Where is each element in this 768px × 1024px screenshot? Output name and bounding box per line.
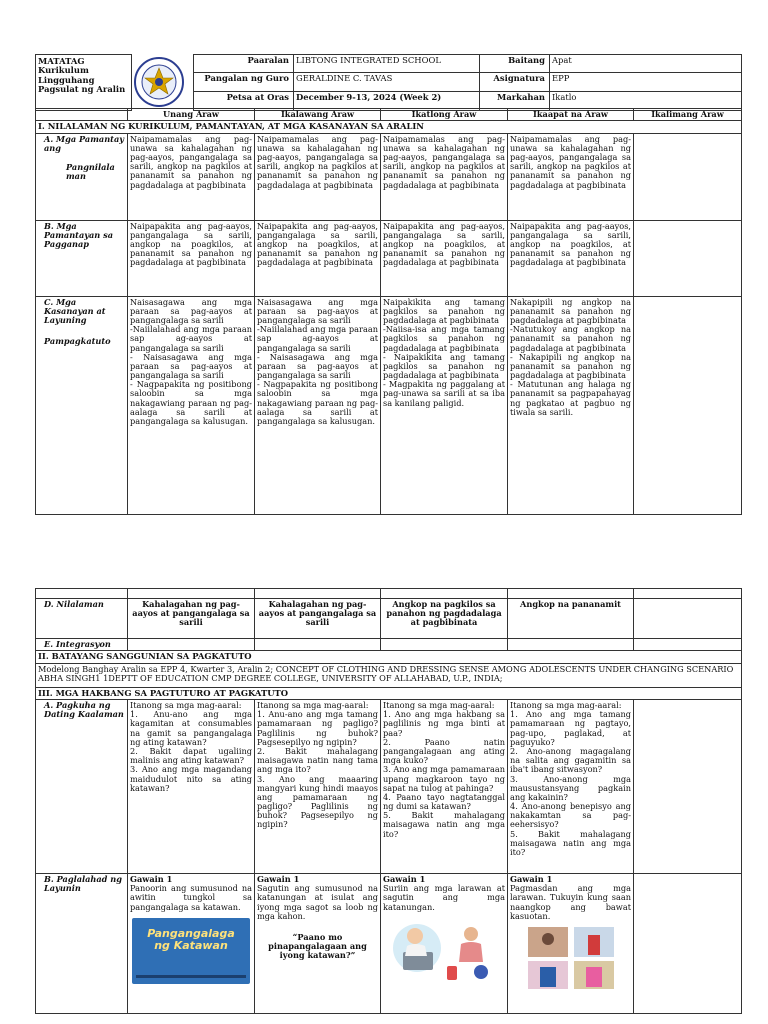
clothing-photos-icon <box>526 925 616 991</box>
cell-e-day5 <box>634 639 742 651</box>
c-day1-line-4: - Nagpapakita ng positibong saloobin sa mga nakagawiang paraan ng pag-aalaga sa sarili at pangangalaga sa kalusugan. <box>130 379 252 427</box>
day-header-2: Ikalawang Araw <box>255 109 381 121</box>
section-2-title: II. BATAYANG SANGGUNIAN SA PAGKATUTO <box>36 651 742 663</box>
program-title: MATATAG Kurikulum Lingguhang Pagsulat ng Aralin <box>36 55 132 111</box>
blank-top-2 <box>255 589 381 599</box>
row-label-paglalahad: B. Paglalahad ng Layunin <box>36 874 128 1014</box>
c-day4-line-3: - Nakapipili ng angkop na pananamit sa panahon ng pagdadalaga at pagbibinata <box>510 351 631 381</box>
day-header-1: Unang Araw <box>128 109 255 121</box>
c-day2-line-2: -Naiilalahad ang mga paraan sap ag-aayos at pangangalaga sa sarili <box>257 324 378 353</box>
pb-day3-gawain: Gawain 1 <box>383 874 426 884</box>
corner-cell <box>36 109 128 121</box>
video-thumbnail[interactable] <box>132 918 250 984</box>
c-day3-line-4: - Magpakita ng paggalang at pag-unawa sa sarili at sa iba sa kanilang paligid. <box>383 379 505 408</box>
pa-day4-line-6: 5. Bakit mahalagang maisagawa natin ang mga ito? <box>510 828 631 857</box>
cell-pb-day3 <box>381 874 508 1014</box>
c-day4-line-4: - Matutunan ang halaga ng pananamit sa pagpapahayag ng pagkatao at pagbuo ng tiwala sa sarili. <box>510 379 631 417</box>
cell-a-day4: Naipamamalas ang pag-unawa sa kahalagahan ng pag-aayos, pangangalaga sa sarili, angkop na pagkilos at pananamit sa panahon ng pagdadalaga at pagbibinata <box>508 133 634 220</box>
pb-day1-text: Panoorin ang sumusunod na awitin tungkol sa pangangalaga sa katawan. <box>130 883 252 912</box>
pa-day3-line-4: 3. Ano ang mga pamamaraan upang magkaroon tayo ng sapat na tulog at pahinga? <box>383 764 505 793</box>
c-day2-line-4: - Nagpapakita ng positibong saloobin sa mga nakagawiang paraan ng pag-aalaga sa sarili at pangangalaga sa kalusugan. <box>257 379 378 427</box>
pa-day1-line-3: 2. Bakit dapat ugaliing malinis ang ating katawan? <box>130 745 252 766</box>
c-day3-line-1: Naipakikita ang tamang pagkilos sa panahon ng pagdadalaga at pagbibinata <box>383 296 505 325</box>
cell-e-day2 <box>255 639 381 651</box>
pa-day3-line-6: 5. Bakit mahalagang maisagawa natin ang mga ito? <box>383 810 505 839</box>
cell-pa-day2 <box>255 700 381 874</box>
blank-top-3 <box>381 589 508 599</box>
cell-c-day2 <box>255 296 381 514</box>
pa-day3-line-5: 4. Paano tayo nagtatanggal ng dumi sa katawan? <box>383 791 505 812</box>
reference-text: Modelong Banghay Aralin sa EPP 4, Kwarter 3, Aralin 2; CONCEPT OF CLOTHING AND DRESSING SENSE AMONG ADOLESCENTS UNDER CHANGING SCENARIO ABHA SINGH1 1DEPTT OF EDUCATION CMP DEGREE COLLEGE, UNIVERSITY OF ALLAHABAD, U.P., INDIA; <box>36 663 742 687</box>
cell-b-day4: Naipapakita ang pag-aayos, pangangalaga sa sarili, angkop na poagkilos, at pananamit sa panahon ng pagdadalaga at pagbibinata <box>508 220 634 296</box>
cell-d-day5 <box>634 599 742 639</box>
row-label-a-part1: A. Mga Pamantay ang <box>44 133 125 153</box>
row-label-nilalaman: D. Nilalaman <box>36 599 128 639</box>
pa-day2-line-1: Itanong sa mga mag-aaral: <box>257 700 369 710</box>
cell-d-day4: Angkop na pananamit <box>508 599 634 639</box>
pa-day3-line-2: 1. Ano ang mga hakbang sa paglilinis ng mga binti at paa? <box>383 709 505 738</box>
teacher-label: Pangalan ng Guro <box>194 73 294 91</box>
pa-day4-line-5: 4. Ano-anong benepisyo ang nakakamtan sa pag-eehersisyo? <box>510 801 631 830</box>
cell-a-day1: Naipamamalas ang pag-unawa sa kahalagahan ng pag-aayos, pangangalaga sa sarili, angkop na pagkilos at pananamit sa panahon ng pagdadalaga at pagbibinata <box>128 133 255 220</box>
deped-seal-icon <box>133 56 185 108</box>
c-day4-line-2: -Natutukoy ang angkop na pananamit sa panahon ng pagdadalaga at pagbibinata <box>510 324 631 353</box>
c-day1-line-2: -Naiilalahad ang mga paraan sap ag-aayos at pangangalaga sa sarili <box>130 324 252 353</box>
pa-day1-line-2: 1. Anu-ano ang mga kagamitan at consumables na gamit sa pangangalaga ng ating katawan? <box>130 709 252 747</box>
pa-day1-line-1: Itanong sa mga mag-aaral: <box>130 700 242 710</box>
cell-b-day3: Naipapakita ang pag-aayos, pangangalaga sa sarili, angkop na poagkilos, at pananamit sa panahon ng pagdadalaga at pagbibinata <box>381 220 508 296</box>
cell-pb-day2 <box>255 874 381 1014</box>
pb-day1-gawain: Gawain 1 <box>130 874 173 884</box>
cell-e-day1 <box>128 639 255 651</box>
cell-b-day2: Naipapakita ang pag-aayos, pangangalaga sa sarili, angkop na poagkilos, at pananamit sa panahon ng pagdadalaga at pagbibinata <box>255 220 381 296</box>
cell-pa-day3 <box>381 700 508 874</box>
cell-pa-day4 <box>508 700 634 874</box>
pb-day4-gawain: Gawain 1 <box>510 874 553 884</box>
header-table <box>35 54 742 111</box>
c-day1-line-1: Naisasagawa ang mga paraan sa pag-aayos at pangangalaga sa sarili <box>130 296 252 325</box>
video-progress-bar <box>136 975 246 978</box>
row-label-kasanayan <box>36 296 128 514</box>
video-title: Pangangalaga ng Katawan <box>147 926 235 952</box>
quarter-label: Markahan <box>480 91 550 111</box>
pa-day4-line-1: Itanong sa mga mag-aaral: <box>510 700 622 710</box>
pa-day2-line-4: 3. Ano ang maaaring mangyari kung hindi maayos ang pamamaraan ng pagligo? Paglilinis ng buhok? Pagsesepilyo ng ngipin? <box>257 773 378 830</box>
subject-value: EPP <box>550 73 742 91</box>
school-value: LIBTONG INTEGRATED SCHOOL <box>294 55 480 73</box>
pa-day3-line-1: Itanong sa mga mag-aaral: <box>383 700 495 710</box>
pb-day4-text: Pagmasdan ang mga larawan. Tukuyin kung saan naangkop ang bawat kasuotan. <box>510 883 631 921</box>
quarter-value: Ikatlo <box>550 91 742 111</box>
subject-label: Asignatura <box>480 73 550 91</box>
cell-a-day3: Naipamamalas ang pag-unawa sa kahalagahan ng pag-aayos, pangangalaga sa sarili, angkop na pagkilos at pananamit sa panahon ng pagdadalaga at pagbibinata <box>381 133 508 220</box>
row-label-integrasyon: E. Integrasyon <box>36 639 128 651</box>
c-day1-line-3: - Naisasagawa ang mga paraan sa pag-aayos at pangangalaga sa sarili <box>130 351 252 381</box>
pa-day2-line-2: 1. Anu-ano ang mga tamang pamamaraan ng pagligo? Paglilinis ng buhok? Pagsesepilyo ng ngipin? <box>257 709 378 747</box>
lesson-table-part1 <box>35 108 742 515</box>
cell-c-day1 <box>128 296 255 514</box>
pb-day2-quote: “Paano mo pinapangalagaan ang iyong katawan?” <box>268 931 367 961</box>
lesson-table-part2 <box>35 588 742 1014</box>
date-label: Petsa at Oras <box>194 91 294 111</box>
row-label-c-part1: C. Mga Kasanayan at Layuning <box>44 296 106 325</box>
cell-c-day3 <box>381 296 508 514</box>
c-day2-line-3: - Naisasagawa ang mga paraan sa pag-aayos at pangangalaga sa sarili <box>257 351 378 381</box>
pa-day4-line-3: 2. Ano-anong magagalang na salita ang gagamitin sa iba't ibang sitwasyon? <box>510 745 631 775</box>
day-header-5: Ikalimang Araw <box>634 109 742 121</box>
row-label-pamantayan-pangnilalaman <box>36 133 128 220</box>
row-label-a-part2: Pangnilala man <box>66 161 115 182</box>
cell-a-day2: Naipamamalas ang pag-unawa sa kahalagahan ng pag-aayos, pangangalaga sa sarili, angkop na pagkilos at pananamit sa panahon ng pagdadalaga at pagbibinata <box>255 133 381 220</box>
section-1-title: I. NILALAMAN NG KURIKULUM, PAMANTAYAN, AT MGA KASANAYAN SA ARALIN <box>36 121 742 133</box>
cell-b-day1: Naipapakita ang pag-aayos, pangangalaga sa sarili, angkop na poagkilos, at pananamit sa panahon ng pagdadalaga at pagbibinata <box>128 220 255 296</box>
blank-top-5 <box>634 589 742 599</box>
cell-d-day3: Angkop na pagkilos sa panahon ng pagdadalaga at pagbibinata <box>381 599 508 639</box>
grade-value: Apat <box>550 55 742 73</box>
cell-c-day4 <box>508 296 634 514</box>
pb-day2-text: Sagutin ang sumusunod na katanungan at isulat ang iyong mga sagot sa loob ng mga kahon. <box>257 883 378 921</box>
cell-a-day5 <box>634 133 742 220</box>
deped-seal <box>132 55 194 111</box>
c-day3-line-2: -Naiisa-isa ang mga tamang pagkilos sa panahon ng pagdadalaga at pagbibinata <box>383 324 505 353</box>
grade-label: Baitang <box>480 55 550 73</box>
blank-top-1 <box>128 589 255 599</box>
c-day2-line-1: Naisasagawa ang mga paraan sa pag-aayos at pangangalaga sa sarili <box>257 296 378 325</box>
cell-pa-day1 <box>128 700 255 874</box>
cell-d-day1: Kahalagahan ng pag-aayos at pangangalaga sa sarili <box>128 599 255 639</box>
pb-day2-gawain: Gawain 1 <box>257 874 300 884</box>
cell-e-day3 <box>381 639 508 651</box>
pa-day4-line-2: 1. Ano ang mga tamang pamamaraan ng pagtayo, pag-upo, paglakad, at paguyuko? <box>510 709 631 747</box>
pa-day1-line-4: 3. Ano ang mga magandang maidudulot nito sa ating katawan? <box>130 764 252 793</box>
cell-d-day2: Kahalagahan ng pag-aayos at pangangalaga sa sarili <box>255 599 381 639</box>
row-label-pamantayan-pagganap: B. Mga Pamantayan sa Pagganap <box>36 220 128 296</box>
cell-pb-day1 <box>128 874 255 1014</box>
section-3-title: III. MGA HAKBANG SA PAGTUTURO AT PAGKATUTO <box>36 687 742 699</box>
blank-top-0 <box>36 589 128 599</box>
c-day4-line-1: Nakapipili ng angkop na pananamit sa panahon ng pagdadalaga at pagbibinata <box>510 296 631 325</box>
day-header-4: Ikaapat na Araw <box>508 109 634 121</box>
pb-day3-text: Suriin ang mga larawan at sagutin ang mga katanungan. <box>383 883 505 912</box>
pa-day2-line-3: 2. Bakit mahalagang maisagawa natin nang tama ang mga ito? <box>257 745 378 775</box>
cell-b-day5 <box>634 220 742 296</box>
pa-day3-line-3: 2. Paano natin pangangalagaan ang ating mga kuko? <box>383 736 505 766</box>
hygiene-illustration-icon <box>389 916 499 982</box>
row-label-pagkuha: A. Pagkuha ng Dating Kaalaman <box>36 700 128 874</box>
c-day3-line-3: - Naipakikita ang tamang pagkilos sa panahon ng pagdadalaga at pagbibinata <box>383 351 505 381</box>
pa-day4-line-4: 3. Ano-anong mga mausustansyang pagkain ang kakainin? <box>510 773 631 802</box>
cell-pb-day5 <box>634 874 742 1014</box>
cell-c-day5 <box>634 296 742 514</box>
blank-top-4 <box>508 589 634 599</box>
teacher-value: GERALDINE C. TAVAS <box>294 73 480 91</box>
school-label: Paaralan <box>194 55 294 73</box>
date-value: December 9-13, 2024 (Week 2) <box>294 91 480 111</box>
cell-pb-day4 <box>508 874 634 1014</box>
day-header-3: Ikatlong Araw <box>381 109 508 121</box>
cell-e-day4 <box>508 639 634 651</box>
row-label-c-part2: Pampagkatuto <box>44 336 111 347</box>
cell-pa-day5 <box>634 700 742 874</box>
